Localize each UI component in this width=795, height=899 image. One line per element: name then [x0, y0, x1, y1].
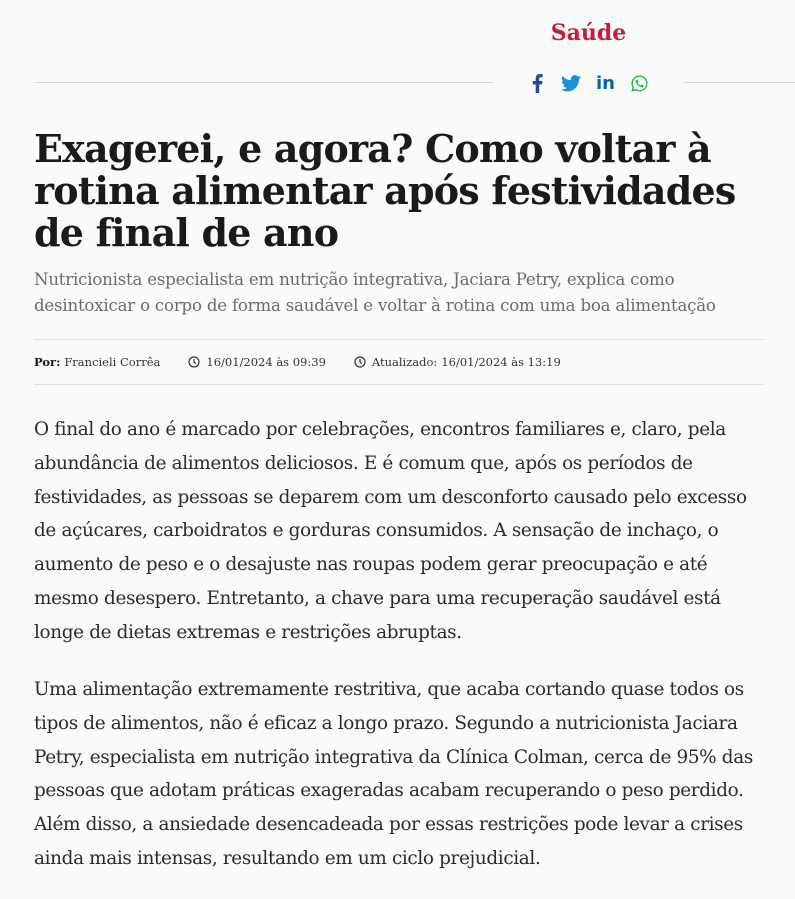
meta-divider-bottom [34, 384, 764, 385]
meta-divider-top [34, 339, 764, 340]
byline-label: Por: [34, 355, 61, 369]
share-divider-left [34, 82, 493, 83]
published-date [188, 355, 326, 369]
article-headline: Exagerei, e agora? Como voltar à rotina alimentar após festividades de final de ano [34, 126, 736, 255]
share-divider-right [684, 82, 795, 83]
article-meta [34, 352, 561, 372]
category-link[interactable]: Saúde [550, 20, 627, 46]
share-bar [527, 70, 649, 96]
twitter-icon[interactable] [561, 73, 581, 93]
article-subtitle: Nutricionista especialista em nutrição integrativa, Jaciara Petry, explica como desintoxicar o corpo de forma saudável e voltar à rotina com uma boa alimentação [34, 270, 716, 315]
linkedin-icon[interactable] [595, 73, 615, 93]
author-name[interactable]: Francieli Corrêa [64, 355, 161, 369]
clock-icon [354, 356, 366, 368]
clock-icon [188, 356, 200, 368]
article-paragraph: Uma alimentação extremamente restritiva, que acaba cortando quase todos os tipos de alimentos, não é eficaz a longo prazo. Segundo a nutricionista Jaciara Petry, especialista em nutrição integrativa da Clínica Colman, cerca de 95% das pessoas que adotam práticas exageradas acabam recuperando o peso perdido. Além disso, a ansiedade desencadeada por essas restrições pode levar a crises ainda mais intensas, resultando em um ciclo prejudicial. [34, 679, 753, 869]
updated-label: Atualizado: [371, 355, 438, 369]
svg-text:in: in [596, 74, 615, 92]
updated-date-text: 16/01/2024 às 13:19 [441, 355, 561, 369]
whatsapp-icon[interactable] [629, 73, 649, 93]
published-date-text: 16/01/2024 às 09:39 [206, 355, 326, 369]
article-paragraph: O final do ano é marcado por celebrações, encontros familiares e, claro, pela abundância de alimentos deliciosos. E é comum que, após os períodos de festividades, as pessoas se deparem com um desconforto causado pelo excesso de açúcares, carboidratos e gorduras consumidos. A sensação de inchaço, o aumento de peso e o desajuste nas roupas podem gerar preocupação e até mesmo desespero. Entretanto, a chave para uma recuperação saudável está longe de dietas extremas e restrições abruptas. [34, 419, 747, 643]
facebook-icon[interactable] [527, 73, 547, 93]
author-byline [34, 355, 160, 369]
updated-date [354, 355, 561, 369]
